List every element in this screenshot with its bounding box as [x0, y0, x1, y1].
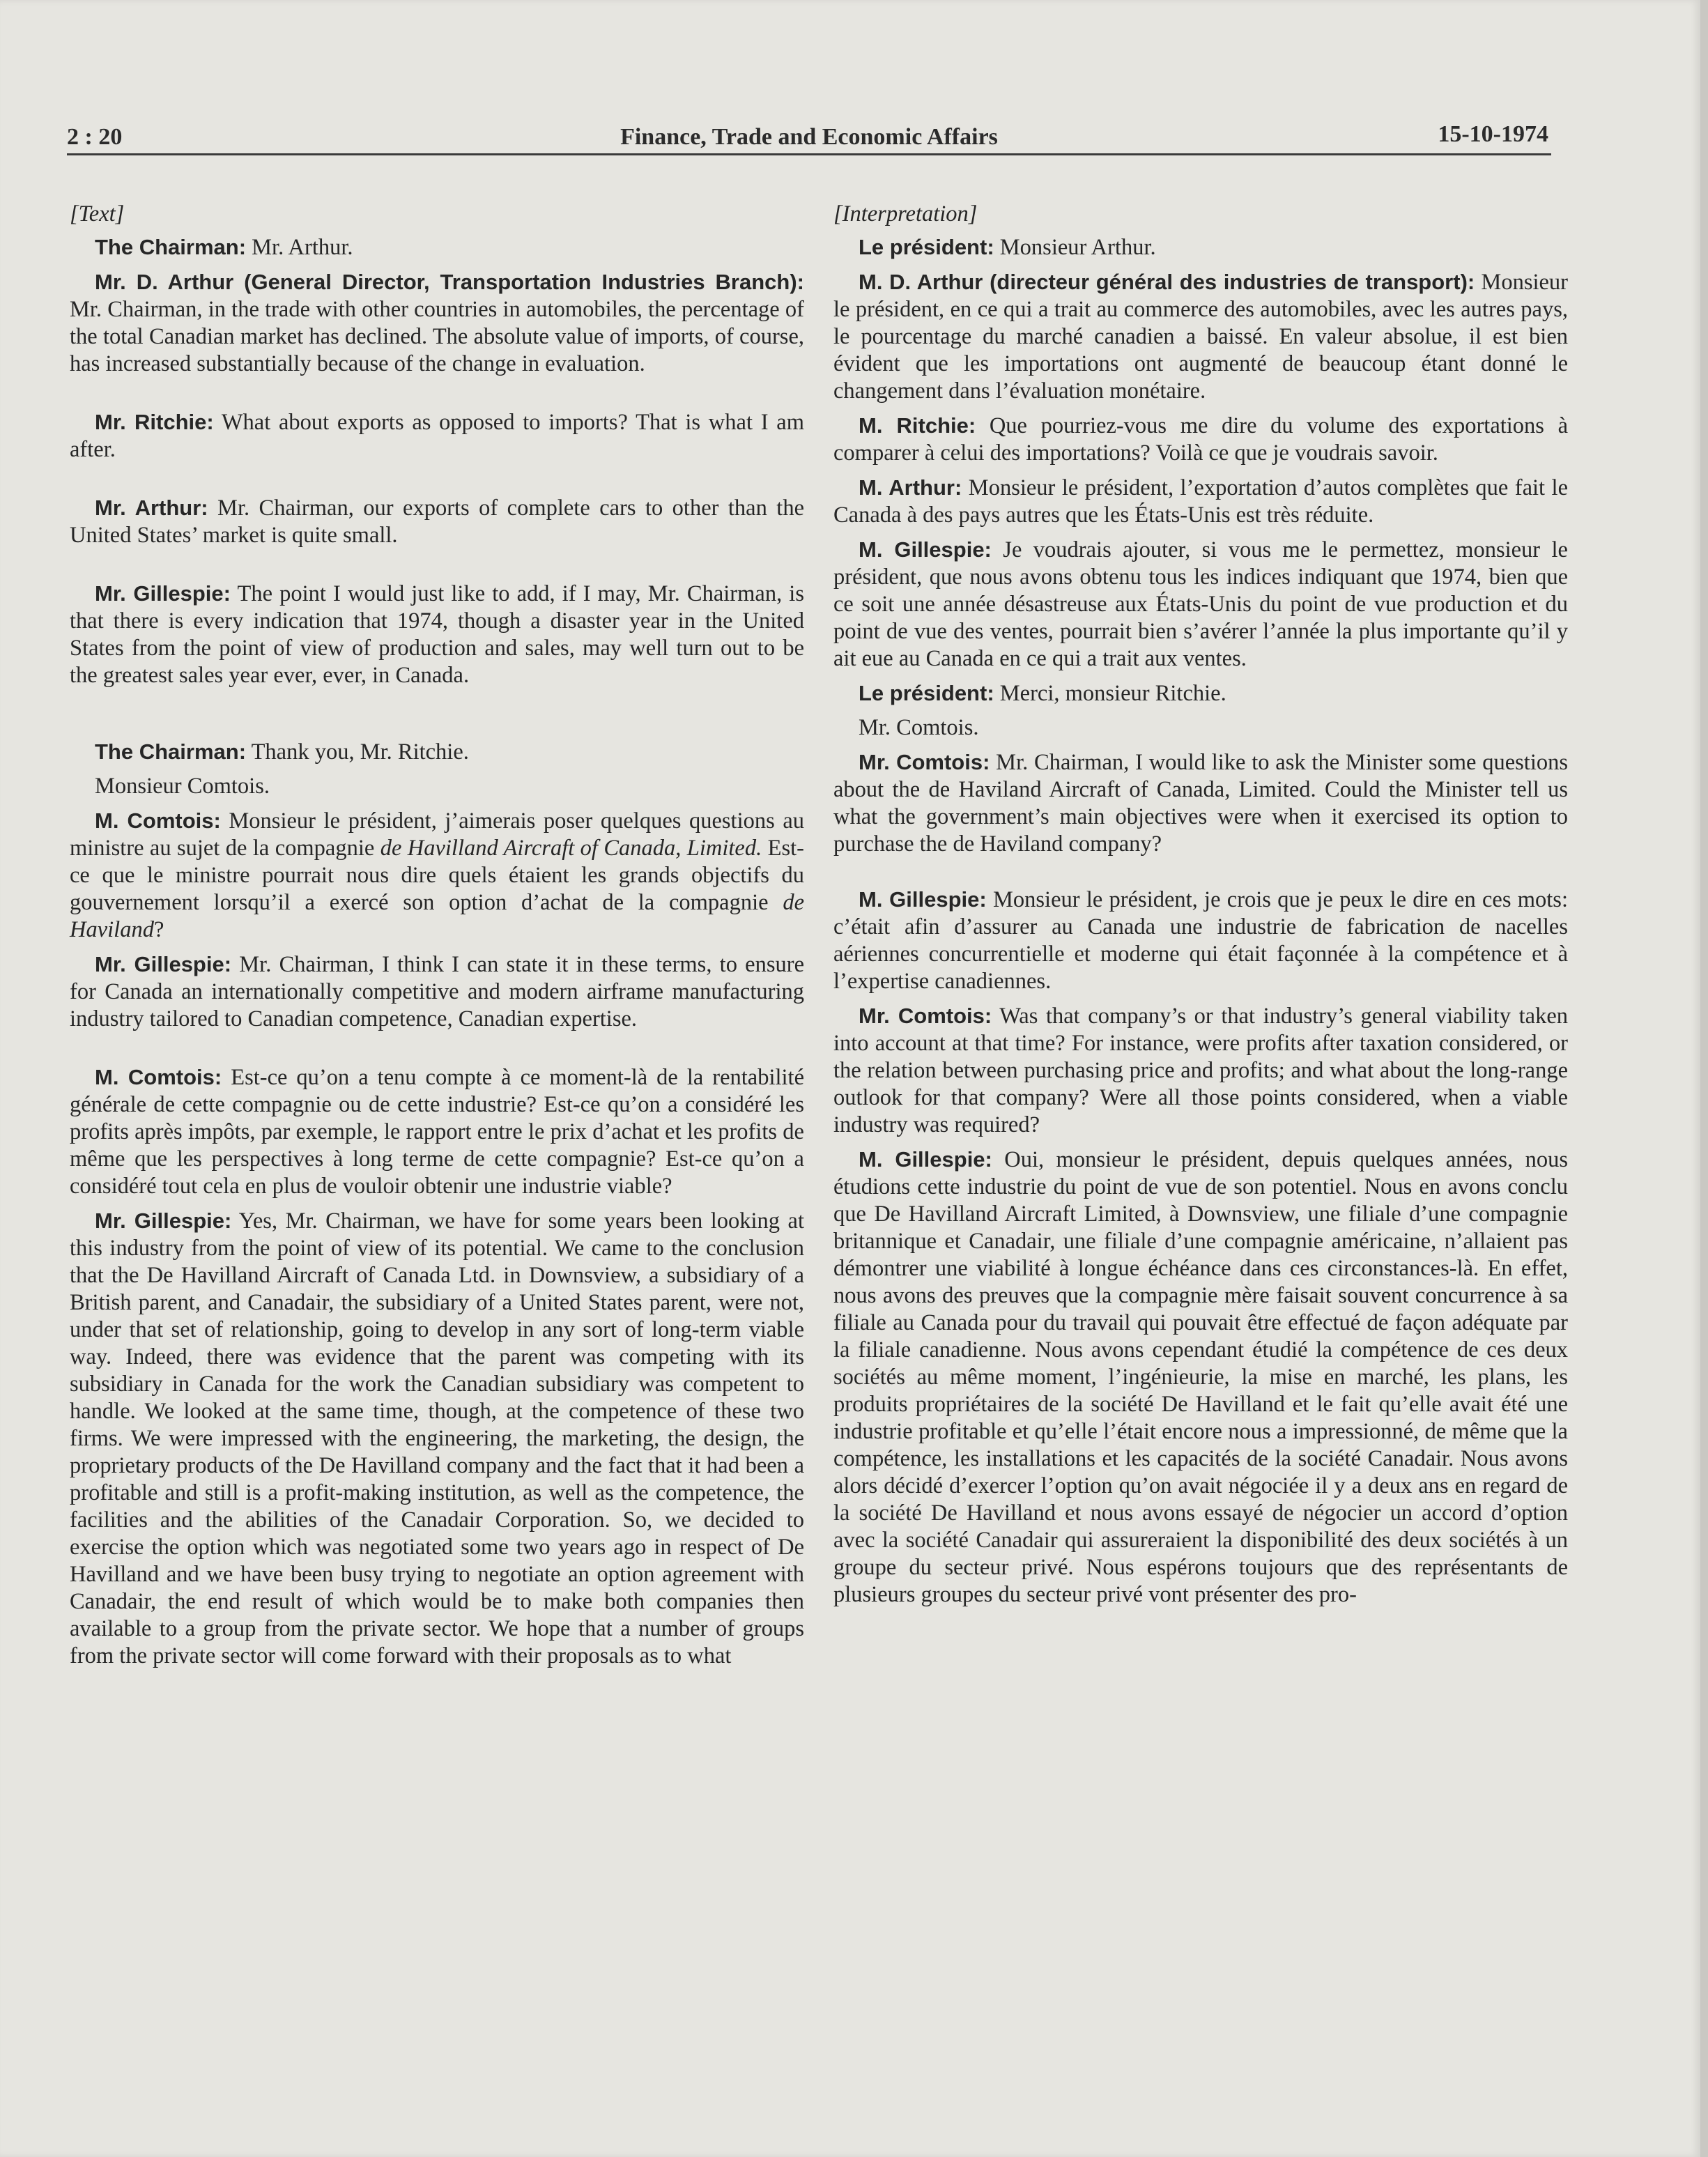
paragraph-text: What about exports as opposed to imports? That is what I am after. [70, 410, 804, 462]
speaker-name: M. Comtois: [95, 1065, 222, 1089]
paragraph-text: Mr. Chairman, I think I can state it in these terms, to ensure for Canada an internationally competitive and modern airframe manufacturing industry tailored to Canadian competence, Canadian expertise. [70, 952, 805, 1031]
paragraph [70, 408, 804, 463]
company-name: de Havilland Aircraft of Canada, Limited. [380, 836, 762, 861]
speaker-name: M. Gillespie: [859, 1147, 992, 1172]
paragraph-text: Monsieur Comtois. [95, 774, 270, 799]
paragraph-text: Mr. Comtois. [859, 715, 979, 740]
paragraph-text: Mr. Chairman, in the trade with other countries in automobiles, the percentage of the total Canadian market has declined. The absolute value of imports, of course, has increased substantially because of the change in evaluation. [70, 297, 804, 376]
paragraph [833, 1002, 1568, 1139]
paragraph [70, 773, 804, 800]
paragraph [70, 268, 804, 378]
paragraph-text: Monsieur le président, en ce qui a trait au commerce des automobiles, avec les autres pays, le pourcentage du marché canadien a baissé. En valeur absolue, il est bien évident que les importations ont augmenté de beaucoup étant donné le changement dans l’évaluation monétaire. [833, 270, 1568, 404]
paragraph-text: Monsieur Arthur. [994, 235, 1156, 260]
paragraph [833, 749, 1568, 858]
left-column-english [70, 201, 804, 1677]
page-number: 2 : 20 [67, 124, 123, 150]
paragraph-text: Merci, monsieur Ritchie. [994, 681, 1226, 706]
paragraph [70, 951, 804, 1033]
paragraph [70, 1064, 804, 1200]
paragraph-text: ? [153, 917, 164, 942]
paragraph-text: Mr. Chairman, I would like to ask the Minister some questions about the de Haviland Aircraft of Canada, Limited. Could the Minister tell us what the government’s main objectives were when it exercised its option to purchase the de Haviland company? [833, 750, 1568, 857]
running-title: Finance, Trade and Economic Affairs [620, 124, 998, 150]
language-tag: [Text] [70, 201, 125, 227]
paragraph-text: Mr. Arthur. [246, 235, 353, 260]
speaker-name: Mr. Ritchie: [95, 410, 214, 434]
speaker-name: M. Comtois: [95, 808, 221, 833]
paragraph-text: Monsieur le président, l’exportation d’autos complètes que fait le Canada à des pays autres que les États-Unis est très réduite. [833, 475, 1568, 528]
speaker-name: Mr. D. Arthur (General Director, Transportation Industries Branch): [95, 270, 804, 294]
speaker-name: M. D. Arthur (directeur général des industries de transport): [859, 270, 1475, 294]
speaker-name: The Chairman: [95, 235, 247, 259]
paragraph-text: Que pourriez-vous me dire du volume des exportations à comparer à celui des importations? Voilà ce que je voudrais savoir. [833, 413, 1568, 466]
speaker-name: M. Ritchie: [859, 413, 976, 438]
paragraph [833, 474, 1568, 529]
paragraph-text: Est-ce qu’on a tenu compte à ce moment-là de la rentabilité générale de cette compagnie ou de cette industrie? Est-ce qu’on a considéré les profits après impôts, par exemple, le rapport entre le prix d’achat et les profits de même que les perspectives à long terme de cette compagnie? Est-ce qu’on a considéré tout cela en plus de vouloir obtenir une industrie viable? [70, 1065, 804, 1199]
paragraph [833, 536, 1568, 673]
paragraph-text: Monsieur le président, je crois que je peux le dire en ces mots: c’était afin d’assurer au Canada une industrie de fabrication de nacelles aériennes concurrentielle et moderne qui était façonnée à la compétence et à l’expertise canadiennes. [833, 887, 1568, 994]
speaker-name: M. Gillespie: [859, 537, 992, 562]
company-name: de Haviland [70, 890, 804, 942]
speaker-name: The Chairman: [95, 739, 247, 764]
paragraph [833, 886, 1568, 995]
paragraph [70, 1207, 804, 1670]
speaker-name: Mr. Gillespie: [95, 952, 232, 976]
paragraph [70, 807, 804, 944]
paragraph-text: Was that company’s or that industry’s general viability taken into account at that time? For instance, were profits after taxation considered, or the relation between purchasing price and profits; and what about the long-range outlook for that company? Were all those points considered, when a viable industry was required? [833, 1004, 1568, 1137]
paragraph [70, 580, 804, 689]
paragraph-text: Monsieur le président, j’aimerais poser quelques questions au ministre au sujet de la compagnie [70, 808, 804, 861]
speaker-name: Mr. Gillespie: [95, 1208, 232, 1233]
paragraph [833, 1146, 1568, 1609]
paragraph [70, 738, 804, 766]
speaker-name: M. Gillespie: [859, 887, 987, 912]
paragraph-text: Thank you, Mr. Ritchie. [246, 739, 469, 765]
page-date: 15-10-1974 [1438, 121, 1548, 147]
paragraph-text: Je voudrais ajouter, si vous me le permettez, monsieur le président, que nous avons obtenu tous les indices indiquant que 1974, bien que ce soit une année désastreuse aux États-Unis du point de vue production et du point de vue des ventes, pourrait bien s’avérer l’année la plus importante qu’il y ait eue au Canada en ce qui a trait aux ventes. [833, 537, 1568, 671]
paragraph-text: Mr. Chairman, our exports of complete cars to other than the United States’ market is quite small. [70, 496, 804, 548]
paragraph [70, 494, 804, 549]
speaker-name: M. Arthur: [859, 475, 962, 500]
paragraph [833, 714, 1568, 742]
speaker-name: Mr. Comtois: [859, 750, 990, 774]
speaker-name: Mr. Comtois: [859, 1004, 992, 1028]
header-rule [67, 153, 1551, 155]
speaker-name: Le président: [859, 235, 994, 259]
speaker-name: Le président: [859, 681, 994, 705]
page-header [67, 118, 1551, 158]
paragraph [833, 268, 1568, 405]
speaker-name: Mr. Gillespie: [95, 581, 231, 606]
paragraph [70, 233, 804, 261]
right-column-french [833, 201, 1568, 1615]
paragraph-text: Est-ce que le ministre pourrait nous dire quels étaient les grands objectifs du gouvernement lorsqu’il a exercé son option d’achat de la compagnie [70, 836, 804, 915]
paragraph-text: Yes, Mr. Chairman, we have for some years been looking at this industry from the point of view of its potential. We came to the conclusion that the De Havilland Aircraft of Canada Ltd. in Downsview, a subsidiary of a British parent, and Canadair, the subsidiary of a United States parent, were not, under that set of relationship, going to develop in any sort of long-term viable way. Indeed, there was evidence that the parent was competing with its subsidiary in Canada for the work the Canadian subsidiary was competent to handle. We looked at the same time, though, at the competence of these two firms. We were impressed with the engineering, the marketing, the design, the proprietary products of the De Havilland company and the fact that it had been a profitable and still is a profit-making institution, as well as the competence, the facilities and the abilities of the Canadair Corporation. So, we decided to exercise the option which was negotiated some two years ago in respect of De Havilland and we have been busy trying to negotiate an option agreement with Canadair, the end result of which would be to make both companies then available to a group from the private sector. We hope that a number of groups from the private sector will come forward with their proposals as to what [70, 1208, 804, 1668]
paragraph [833, 233, 1568, 261]
paragraph [833, 680, 1568, 707]
paragraph-text: Oui, monsieur le président, depuis quelques années, nous étudions cette industrie du point de vue de son potentiel. Nous en avons conclu que De Havilland Aircraft Limited, à Downsview, une filiale d’une compagnie britannique et Canadair, une filiale d’une compagnie américaine, n’allaient pas démontrer une viabilité à longue échéance dans ces circonstances-là. En effet, nous avons des preuves que la compagnie mère faisait souvent concurrence à sa filiale au Canada pour du travail qui pouvait être effectué de façon adéquate par la filiale canadienne. Nous avons cependant étudié la compétence de ces deux sociétés au même moment, l’ingénieurie, la mise en marché, les plans, les produits propriétaires de la société De Havilland et le fait qu’elle avait été une industrie profitable et qu’elle l’était encore nous a impressionné, de même que la compétence, les installations et les capacités de la société Canadair. Nous avons alors décidé d’exercer l’option qu’on avait négociée il y a deux ans en regard de la société De Havilland et nous avons essayé de négocier un accord d’option avec la société Canadair qui assureraient la disponibilité des deux sociétés à un groupe du secteur privé. Nous espérons toujours que des représentants de plusieurs groupes du secteur privé vont présenter des pro- [833, 1147, 1568, 1607]
speaker-name: Mr. Arthur: [95, 496, 208, 520]
paragraph [833, 412, 1568, 467]
language-tag: [Interpretation] [833, 201, 978, 227]
paragraph-text: The point I would just like to add, if I may, Mr. Chairman, is that there is every indication that 1974, though a disaster year in the United States from the point of view of production and sales, may well turn out to be the greatest sales year ever, ever, in Canada. [70, 581, 804, 688]
